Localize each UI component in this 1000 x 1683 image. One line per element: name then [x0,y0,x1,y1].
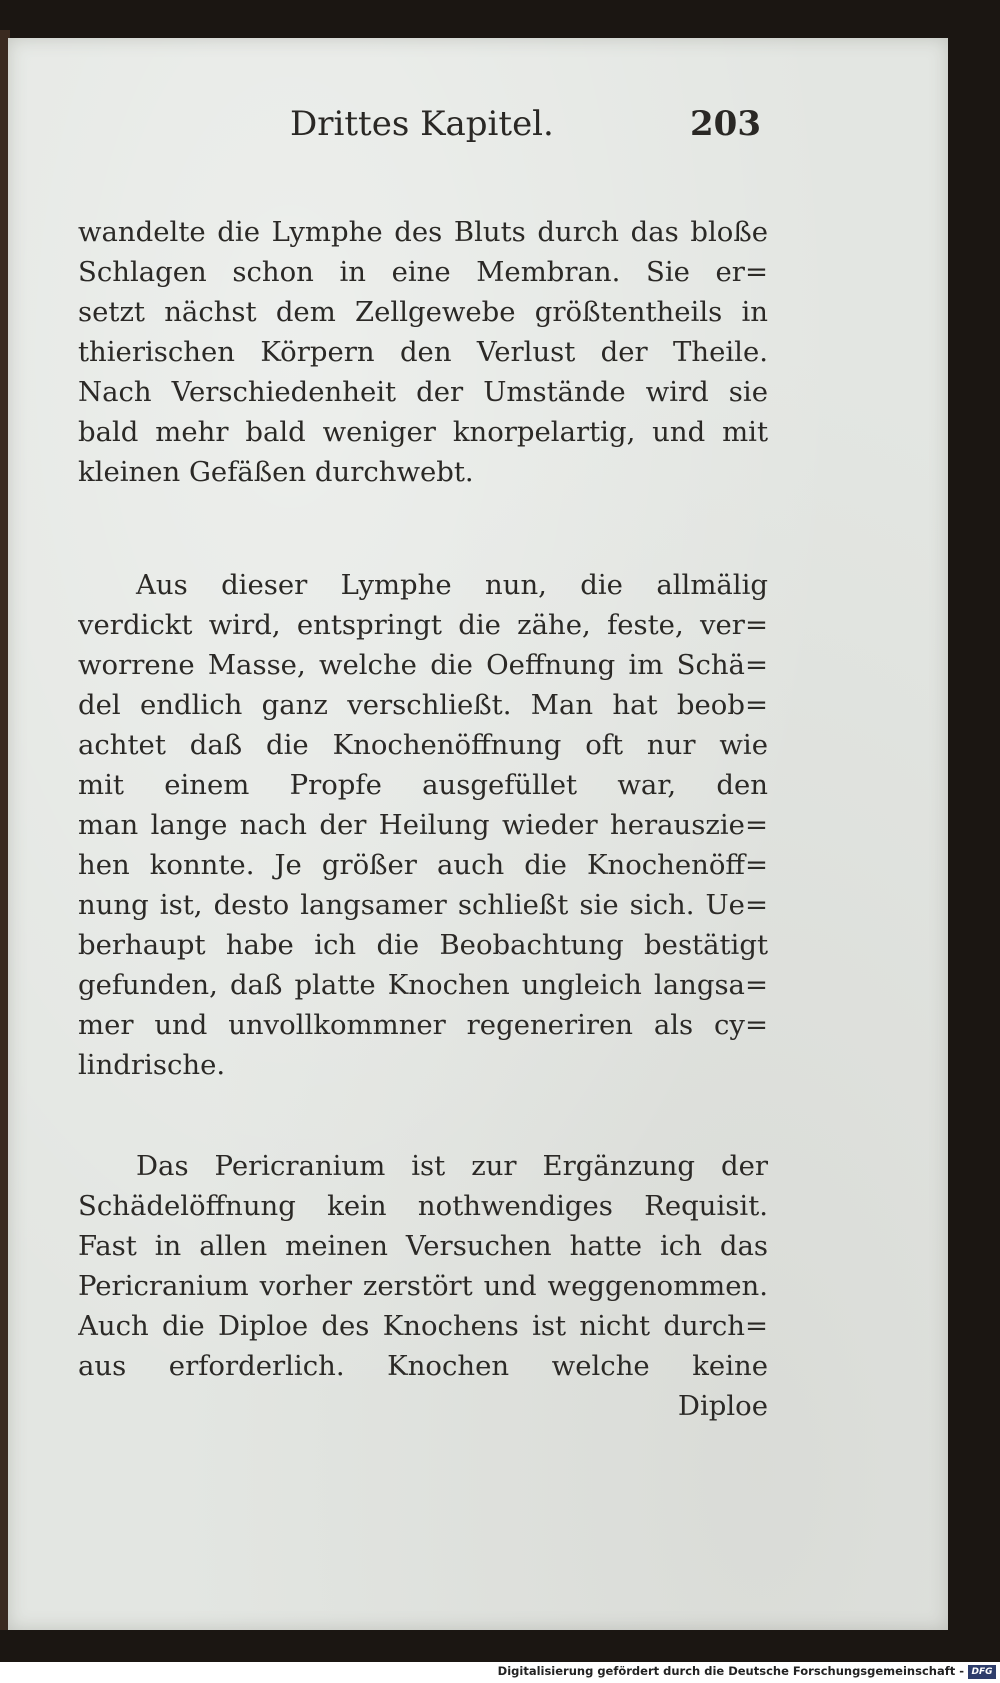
text-line: Schlagen schon in eine Membran. Sie er= [78,256,768,288]
text-line: achtet daß die Knochenöffnung oft nur wie [78,729,768,761]
paragraph-1 [78,212,768,492]
text-line: wandelte die Lymphe des Bluts durch das bloße [78,216,768,248]
text-line: Das Pericranium ist zur Ergänzung der [136,1150,768,1182]
text-line: Nach Verschiedenheit der Umstände wird sie [78,376,768,408]
text-line: del endlich ganz verschließt. Man hat beob= [78,689,768,721]
text-line: setzt nächst dem Zellgewebe größtentheils in [78,296,768,328]
text-line: kleinen Gefäßen durchwebt. [78,456,474,488]
text-line: thierischen Körpern den Verlust der Theile. [78,336,768,368]
text-line: hen konnte. Je größer auch die Knochenöff= [78,849,768,881]
funding-credit: Digitalisierung gefördert durch die Deutsche Forschungsgemeinschaft - [497,1664,964,1678]
text-line: mer und unvollkommner regeneriren als cy= [78,1009,768,1041]
dfg-logo: DFG [968,1665,996,1679]
paragraph-3 [78,1146,768,1426]
footer-bar [0,1662,1000,1683]
text-line: Fast in allen meinen Versuchen hatte ich das [78,1230,768,1262]
text-line: Auch die Diploe des Knochens ist nicht durch= [78,1310,768,1342]
text-line: gefunden, daß platte Knochen ungleich langsa= [78,969,768,1001]
catchword: Diploe [677,1390,768,1422]
text-line: berhaupt habe ich die Beobachtung bestätigt [78,929,768,961]
text-line: verdickt wird, entspringt die zähe, feste, ver= [78,609,768,641]
text-line: man lange nach der Heilung wieder herauszie= [78,809,768,841]
text-line: nung ist, desto langsamer schließt sie sich. Ue= [78,889,768,921]
text-line: Schädelöffnung kein nothwendiges Requisit. [78,1190,768,1222]
paragraph-2 [78,565,768,1085]
text-line: lindrische. [78,1049,226,1081]
text-line: Aus dieser Lymphe nun, die allmälig [136,569,768,601]
text-line: worrene Masse, welche die Oeffnung im Schä= [78,649,768,681]
text-line: Pericranium vorher zerstört und weggenommen. [78,1270,768,1302]
text-line: mit einem Propfe ausgefüllet war, den [78,769,768,801]
text-line: aus erforderlich. Knochen welche keine [78,1350,768,1382]
text-line: bald mehr bald weniger knorpelartig, und mit [78,416,768,448]
page-number: 203 [690,104,761,144]
running-title: Drittes Kapitel. [290,104,554,144]
